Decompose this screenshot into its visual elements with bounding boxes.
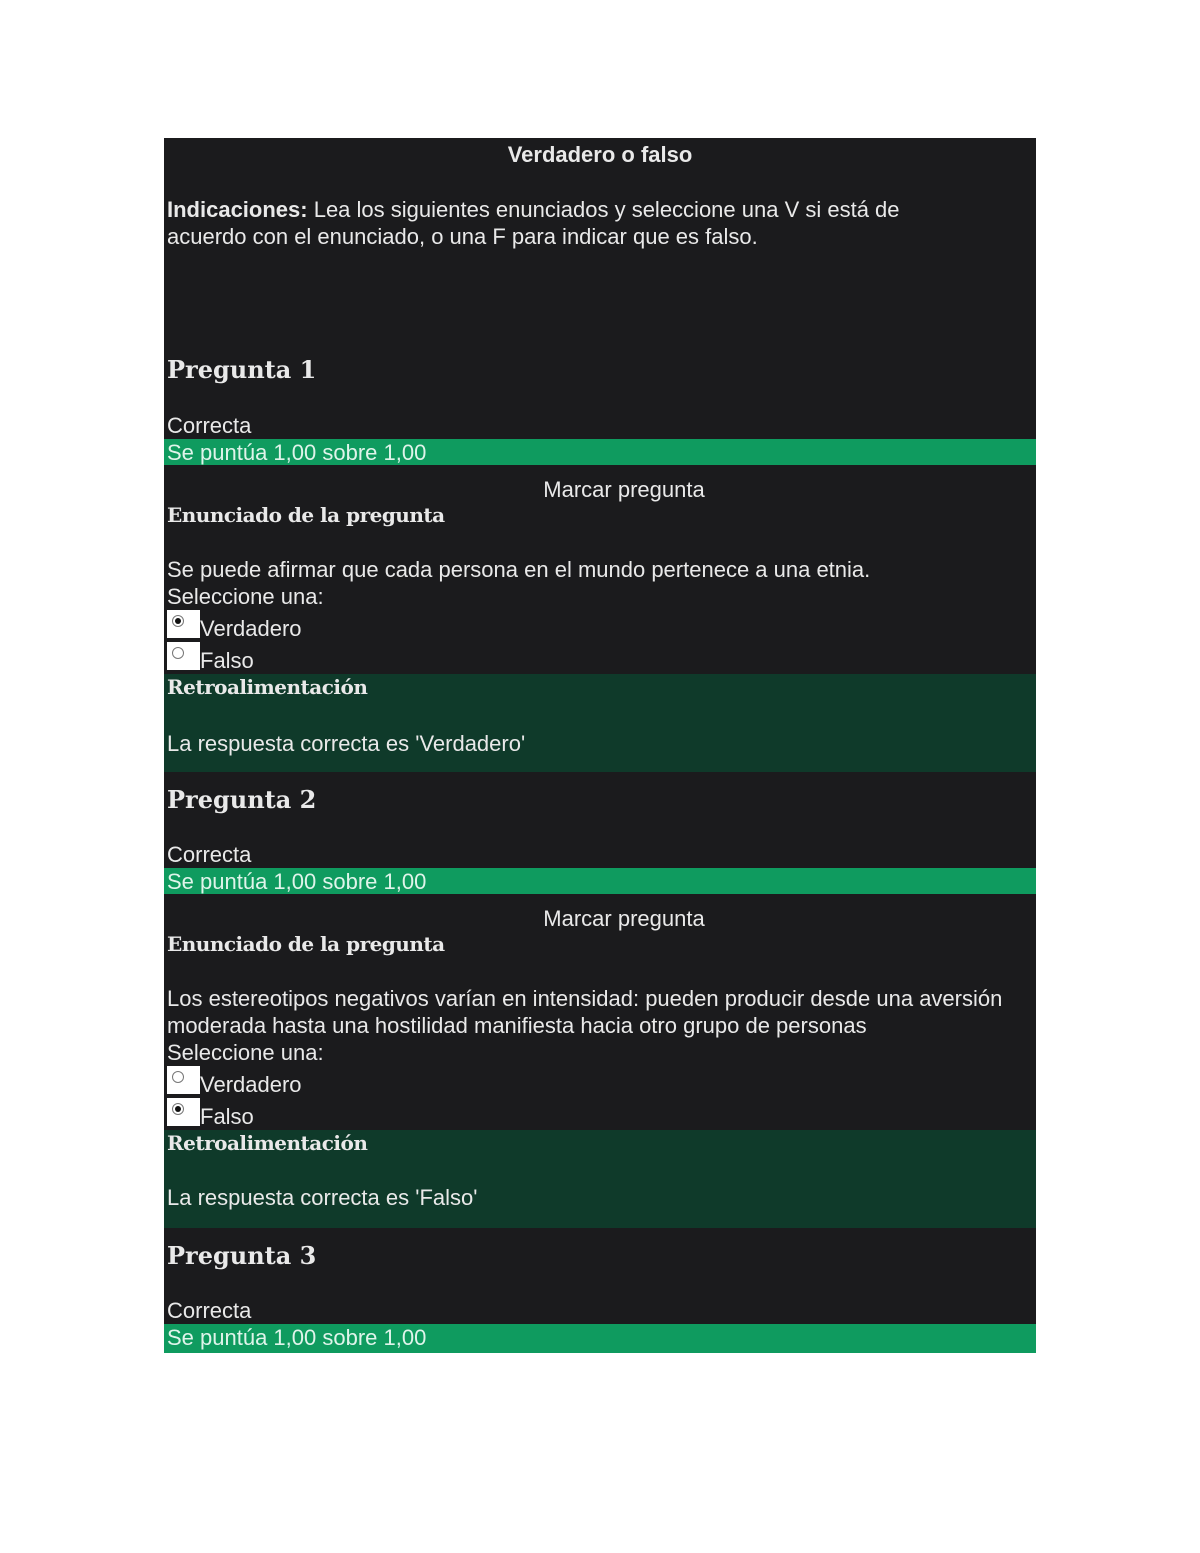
spacer xyxy=(164,250,1036,355)
option-falso[interactable] xyxy=(164,1098,1036,1130)
option-label: Verdadero xyxy=(200,616,302,641)
instructions xyxy=(164,196,1036,250)
option-label: Falso xyxy=(200,1104,254,1129)
flag-question-button[interactable]: Marcar pregunta xyxy=(543,477,705,502)
feedback-panel xyxy=(164,1130,1036,1228)
question-status: Correcta xyxy=(167,842,252,867)
score-bar: Se puntúa 1,00 sobre 1,00 xyxy=(164,868,1036,894)
question-statement: Se puede afirmar que cada persona en el mundo pertenece a una etnia. xyxy=(167,557,871,582)
question-heading: Pregunta 2 xyxy=(167,785,317,814)
page-title: Verdadero o falso xyxy=(507,142,693,167)
score-bar: Se puntúa 1,00 sobre 1,00 xyxy=(164,439,1036,465)
select-prompt: Seleccione una: xyxy=(167,584,324,609)
question-status: Correcta xyxy=(167,1298,252,1323)
radio-falso[interactable] xyxy=(167,1098,200,1126)
statement-label: Enunciado de la pregunta xyxy=(167,503,445,527)
statement-label: Enunciado de la pregunta xyxy=(167,932,445,956)
select-prompt: Seleccione una: xyxy=(167,1040,324,1065)
feedback-title: Retroalimentación xyxy=(167,675,368,699)
question-heading: Pregunta 1 xyxy=(167,355,317,384)
question-heading: Pregunta 3 xyxy=(167,1241,317,1270)
option-label: Verdadero xyxy=(200,1072,302,1097)
feedback-text: La respuesta correcta es 'Verdadero' xyxy=(167,731,526,756)
flag-question-button[interactable]: Marcar pregunta xyxy=(543,906,705,931)
option-falso[interactable] xyxy=(164,642,1036,674)
question-status: Correcta xyxy=(167,413,252,438)
feedback-title: Retroalimentación xyxy=(167,1131,368,1155)
radio-checked-icon xyxy=(172,1103,184,1115)
radio-unchecked-icon xyxy=(172,647,184,659)
feedback-text: La respuesta correcta es 'Falso' xyxy=(167,1185,478,1210)
quiz-sheet xyxy=(164,138,1036,1353)
option-verdadero[interactable] xyxy=(164,610,1036,642)
question-statement: Los estereotipos negativos varían en intensidad: pueden producir desde una aversión moderada hasta una hostilidad manifiesta hacia otro grupo de personas xyxy=(167,986,1003,1038)
radio-falso[interactable] xyxy=(167,642,200,670)
option-label: Falso xyxy=(200,648,254,673)
radio-verdadero[interactable] xyxy=(167,610,200,638)
instructions-label: Indicaciones: xyxy=(167,197,308,222)
instructions-text: Lea los siguientes enunciados y seleccione una V si está de acuerdo con el enunciado, o una F para indicar que es falso. xyxy=(167,197,900,249)
feedback-panel xyxy=(164,674,1036,772)
radio-unchecked-icon xyxy=(172,1071,184,1083)
score-bar: Se puntúa 1,00 sobre 1,00 xyxy=(164,1324,1036,1353)
option-verdadero[interactable] xyxy=(164,1066,1036,1098)
radio-checked-icon xyxy=(172,615,184,627)
radio-verdadero[interactable] xyxy=(167,1066,200,1094)
